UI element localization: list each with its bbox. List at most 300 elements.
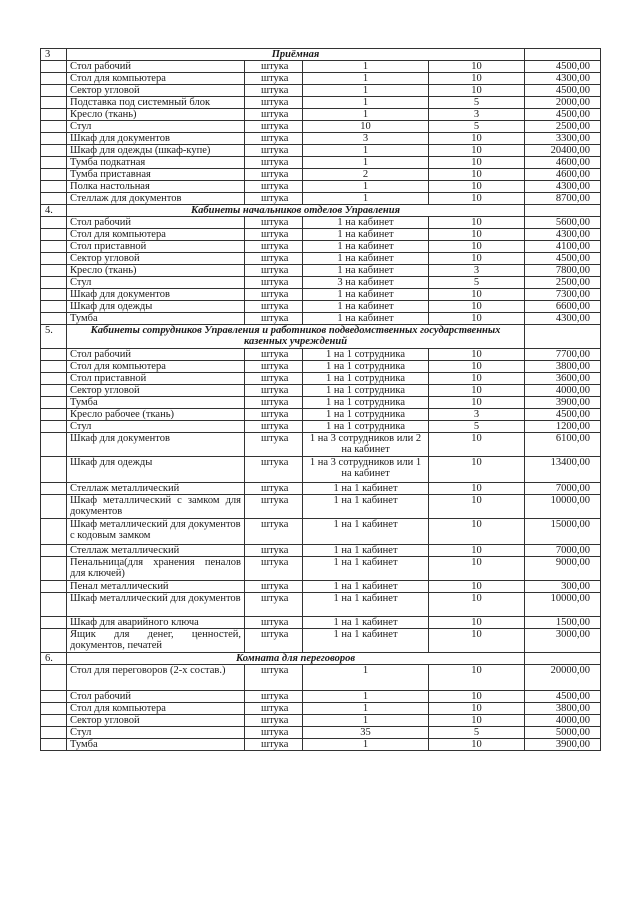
table-row (41, 593, 601, 617)
item-unit: штука (245, 277, 303, 289)
item-service-life: 10 (429, 397, 525, 409)
item-name: Шкаф для одежды (67, 457, 245, 483)
row-number-cell (41, 409, 67, 421)
item-price: 3300,00 (525, 133, 601, 145)
item-name: Стеллаж металлический (67, 545, 245, 557)
item-name: Сектор угловой (67, 253, 245, 265)
row-number-cell (41, 385, 67, 397)
item-price: 7800,00 (525, 265, 601, 277)
item-service-life: 3 (429, 265, 525, 277)
item-norm: 1 на 1 сотрудника (303, 397, 429, 409)
item-service-life: 10 (429, 691, 525, 703)
item-unit: штука (245, 665, 303, 691)
section-title: Кабинеты начальников отделов Управления (67, 205, 525, 217)
row-number-cell (41, 483, 67, 495)
item-unit: штука (245, 691, 303, 703)
row-number-cell (41, 373, 67, 385)
item-price: 15000,00 (525, 519, 601, 545)
item-name: Шкаф для документов (67, 133, 245, 145)
item-price: 4100,00 (525, 241, 601, 253)
table-row (41, 739, 601, 751)
table-row (41, 61, 601, 73)
item-name: Подставка под системный блок (67, 97, 245, 109)
item-norm: 1 на 1 кабинет (303, 617, 429, 629)
item-norm: 1 на 1 кабинет (303, 483, 429, 495)
item-price: 13400,00 (525, 457, 601, 483)
item-service-life: 10 (429, 457, 525, 483)
item-price: 7000,00 (525, 483, 601, 495)
item-unit: штука (245, 557, 303, 581)
item-norm: 1 на 1 сотрудника (303, 349, 429, 361)
table-row (41, 217, 601, 229)
row-number-cell (41, 727, 67, 739)
item-service-life: 10 (429, 169, 525, 181)
item-name: Кресло (ткань) (67, 109, 245, 121)
item-price: 7700,00 (525, 349, 601, 361)
item-service-life: 3 (429, 409, 525, 421)
table-row (41, 265, 601, 277)
item-norm: 1 (303, 73, 429, 85)
item-price: 4000,00 (525, 385, 601, 397)
item-service-life: 10 (429, 73, 525, 85)
item-service-life: 10 (429, 181, 525, 193)
item-norm: 1 на кабинет (303, 229, 429, 241)
item-name: Стол для компьютера (67, 229, 245, 241)
item-service-life: 10 (429, 703, 525, 715)
item-name: Тумба (67, 397, 245, 409)
item-service-life: 10 (429, 289, 525, 301)
item-price: 4500,00 (525, 61, 601, 73)
item-name: Тумба (67, 739, 245, 751)
item-price: 4300,00 (525, 229, 601, 241)
item-service-life: 5 (429, 277, 525, 289)
item-price: 7300,00 (525, 289, 601, 301)
item-name: Стол рабочий (67, 217, 245, 229)
item-service-life: 10 (429, 433, 525, 457)
item-name: Кресло рабочее (ткань) (67, 409, 245, 421)
row-number-cell (41, 109, 67, 121)
item-name: Стол приставной (67, 373, 245, 385)
row-number-cell (41, 97, 67, 109)
table-row (41, 665, 601, 691)
item-service-life: 10 (429, 193, 525, 205)
row-number-cell (41, 241, 67, 253)
item-unit: штука (245, 727, 303, 739)
item-unit: штука (245, 581, 303, 593)
item-name: Шкаф для одежды (67, 301, 245, 313)
item-norm: 1 (303, 157, 429, 169)
item-name: Сектор угловой (67, 385, 245, 397)
item-norm: 3 (303, 133, 429, 145)
item-name: Ящик для денег, ценностей, документов, печатей (67, 629, 245, 653)
row-number-cell (41, 181, 67, 193)
table-row (41, 421, 601, 433)
item-unit: штука (245, 229, 303, 241)
item-name: Стол рабочий (67, 349, 245, 361)
item-name: Стол для переговоров (2-х состав.) (67, 665, 245, 691)
table-row (41, 85, 601, 97)
section-header (41, 653, 601, 665)
row-number-cell (41, 665, 67, 691)
table-row (41, 629, 601, 653)
item-price: 3600,00 (525, 373, 601, 385)
item-price: 4300,00 (525, 313, 601, 325)
table-row (41, 581, 601, 593)
item-norm: 1 на 1 сотрудника (303, 409, 429, 421)
table-row (41, 495, 601, 519)
item-norm: 35 (303, 727, 429, 739)
table-row (41, 133, 601, 145)
item-service-life: 10 (429, 557, 525, 581)
item-unit: штука (245, 397, 303, 409)
table-row (41, 715, 601, 727)
item-name: Тумба приставная (67, 169, 245, 181)
item-price: 4500,00 (525, 409, 601, 421)
table-row (41, 241, 601, 253)
item-norm: 1 (303, 61, 429, 73)
item-unit: штука (245, 265, 303, 277)
item-norm: 1 (303, 691, 429, 703)
item-name: Пенальница(для хранения пеналов для ключей) (67, 557, 245, 581)
section-header (41, 325, 601, 349)
row-number-cell (41, 593, 67, 617)
item-price: 2500,00 (525, 277, 601, 289)
item-unit: штука (245, 385, 303, 397)
item-unit: штука (245, 593, 303, 617)
item-name: Тумба подкатная (67, 157, 245, 169)
item-norm: 1 (303, 715, 429, 727)
item-name: Стол рабочий (67, 61, 245, 73)
section-blank-cell (525, 325, 601, 349)
item-unit: штука (245, 519, 303, 545)
row-number-cell (41, 61, 67, 73)
item-name: Шкаф металлический для документов (67, 593, 245, 617)
section-blank-cell (525, 49, 601, 61)
item-norm: 1 на 1 кабинет (303, 545, 429, 557)
item-unit: штука (245, 61, 303, 73)
item-norm: 1 на 1 кабинет (303, 593, 429, 617)
item-service-life: 10 (429, 593, 525, 617)
row-number-cell (41, 617, 67, 629)
item-unit: штука (245, 169, 303, 181)
item-service-life: 10 (429, 241, 525, 253)
table-row (41, 73, 601, 85)
table-row (41, 145, 601, 157)
table-row (41, 121, 601, 133)
item-unit: штука (245, 157, 303, 169)
item-service-life: 3 (429, 109, 525, 121)
item-price: 9000,00 (525, 557, 601, 581)
row-number-cell (41, 277, 67, 289)
item-service-life: 10 (429, 349, 525, 361)
item-unit: штука (245, 495, 303, 519)
item-service-life: 10 (429, 157, 525, 169)
item-norm: 1 на 1 сотрудника (303, 421, 429, 433)
item-price: 300,00 (525, 581, 601, 593)
table-row (41, 157, 601, 169)
item-unit: штука (245, 301, 303, 313)
item-norm: 1 на 1 кабинет (303, 557, 429, 581)
section-blank-cell (525, 205, 601, 217)
row-number-cell (41, 229, 67, 241)
table-row (41, 361, 601, 373)
table-row (41, 691, 601, 703)
item-unit: штука (245, 457, 303, 483)
item-price: 5600,00 (525, 217, 601, 229)
item-unit: штука (245, 97, 303, 109)
item-price: 2000,00 (525, 97, 601, 109)
item-norm: 1 на кабинет (303, 217, 429, 229)
item-name: Шкаф металлический с замком для документов (67, 495, 245, 519)
item-name: Стол для компьютера (67, 73, 245, 85)
section-number: 4. (41, 205, 67, 217)
item-unit: штука (245, 289, 303, 301)
item-name: Стул (67, 421, 245, 433)
item-norm: 1 на кабинет (303, 301, 429, 313)
row-number-cell (41, 265, 67, 277)
item-service-life: 5 (429, 97, 525, 109)
item-price: 10000,00 (525, 593, 601, 617)
row-number-cell (41, 545, 67, 557)
item-service-life: 10 (429, 85, 525, 97)
item-price: 4300,00 (525, 181, 601, 193)
item-price: 2500,00 (525, 121, 601, 133)
item-service-life: 10 (429, 373, 525, 385)
row-number-cell (41, 157, 67, 169)
item-unit: штука (245, 617, 303, 629)
item-unit: штука (245, 109, 303, 121)
table-row (41, 229, 601, 241)
table-row (41, 703, 601, 715)
item-price: 1500,00 (525, 617, 601, 629)
item-name: Тумба (67, 313, 245, 325)
item-service-life: 10 (429, 617, 525, 629)
row-number-cell (41, 169, 67, 181)
row-number-cell (41, 557, 67, 581)
item-name: Сектор угловой (67, 85, 245, 97)
item-service-life: 5 (429, 727, 525, 739)
section-header (41, 205, 601, 217)
row-number-cell (41, 519, 67, 545)
row-number-cell (41, 253, 67, 265)
item-unit: штука (245, 361, 303, 373)
item-unit: штука (245, 739, 303, 751)
item-price: 3800,00 (525, 361, 601, 373)
item-unit: штука (245, 373, 303, 385)
item-norm: 1 на 1 сотрудника (303, 385, 429, 397)
item-norm: 1 (303, 85, 429, 97)
item-price: 20000,00 (525, 665, 601, 691)
section-title: Комната для переговоров (67, 653, 525, 665)
item-service-life: 10 (429, 545, 525, 557)
item-norm: 1 на 3 сотрудников или 2 на кабинет (303, 433, 429, 457)
item-unit: штука (245, 253, 303, 265)
item-name: Стеллаж металлический (67, 483, 245, 495)
item-name: Кресло (ткань) (67, 265, 245, 277)
item-unit: штука (245, 545, 303, 557)
item-norm: 1 на 3 сотрудников или 1 на кабинет (303, 457, 429, 483)
item-service-life: 5 (429, 121, 525, 133)
item-norm: 1 на 1 кабинет (303, 519, 429, 545)
item-unit: штука (245, 121, 303, 133)
item-unit: штука (245, 133, 303, 145)
item-service-life: 10 (429, 229, 525, 241)
item-norm: 1 на кабинет (303, 253, 429, 265)
item-name: Стеллаж для документов (67, 193, 245, 205)
item-price: 1200,00 (525, 421, 601, 433)
row-number-cell (41, 397, 67, 409)
item-unit: штука (245, 703, 303, 715)
item-price: 4600,00 (525, 157, 601, 169)
row-number-cell (41, 739, 67, 751)
item-service-life: 5 (429, 421, 525, 433)
table-row (41, 385, 601, 397)
row-number-cell (41, 133, 67, 145)
furniture-norms-table (40, 48, 601, 751)
item-unit: штука (245, 421, 303, 433)
row-number-cell (41, 289, 67, 301)
section-header (41, 49, 601, 61)
item-service-life: 10 (429, 133, 525, 145)
item-service-life: 10 (429, 495, 525, 519)
table-row (41, 457, 601, 483)
item-norm: 1 (303, 703, 429, 715)
table-row (41, 409, 601, 421)
section-title: Кабинеты сотрудников Управления и работников подведомственных государственных казенных учреждений (67, 325, 525, 349)
item-service-life: 10 (429, 629, 525, 653)
item-price: 3800,00 (525, 703, 601, 715)
row-number-cell (41, 349, 67, 361)
item-norm: 1 (303, 739, 429, 751)
item-name: Шкаф для документов (67, 289, 245, 301)
item-name: Шкаф металлический для документов с кодовым замком (67, 519, 245, 545)
item-unit: штука (245, 313, 303, 325)
item-service-life: 10 (429, 519, 525, 545)
row-number-cell (41, 301, 67, 313)
table-row (41, 433, 601, 457)
item-norm: 1 на кабинет (303, 265, 429, 277)
item-price: 4500,00 (525, 691, 601, 703)
section-number: 6. (41, 653, 67, 665)
row-number-cell (41, 361, 67, 373)
section-blank-cell (525, 653, 601, 665)
item-unit: штука (245, 715, 303, 727)
item-service-life: 10 (429, 581, 525, 593)
item-service-life: 10 (429, 739, 525, 751)
row-number-cell (41, 715, 67, 727)
table-row (41, 617, 601, 629)
row-number-cell (41, 629, 67, 653)
item-name: Сектор угловой (67, 715, 245, 727)
row-number-cell (41, 217, 67, 229)
table-row (41, 277, 601, 289)
item-norm: 1 на 1 сотрудника (303, 373, 429, 385)
item-unit: штука (245, 483, 303, 495)
item-name: Шкаф для документов (67, 433, 245, 457)
item-service-life: 10 (429, 665, 525, 691)
table-row (41, 545, 601, 557)
row-number-cell (41, 145, 67, 157)
item-norm: 1 на кабинет (303, 241, 429, 253)
item-service-life: 10 (429, 217, 525, 229)
item-name: Стол рабочий (67, 691, 245, 703)
item-unit: штука (245, 85, 303, 97)
section-title: Приёмная (67, 49, 525, 61)
table-row (41, 349, 601, 361)
row-number-cell (41, 691, 67, 703)
item-norm: 1 на 1 сотрудника (303, 361, 429, 373)
row-number-cell (41, 703, 67, 715)
section-number: 3 (41, 49, 67, 61)
item-norm: 1 на кабинет (303, 313, 429, 325)
item-unit: штука (245, 629, 303, 653)
item-service-life: 10 (429, 145, 525, 157)
item-name: Стол для компьютера (67, 703, 245, 715)
row-number-cell (41, 193, 67, 205)
item-price: 4500,00 (525, 253, 601, 265)
item-unit: штука (245, 193, 303, 205)
table-row (41, 181, 601, 193)
item-norm: 1 (303, 97, 429, 109)
item-service-life: 10 (429, 361, 525, 373)
table-row (41, 301, 601, 313)
item-price: 20400,00 (525, 145, 601, 157)
table-row (41, 109, 601, 121)
item-service-life: 10 (429, 61, 525, 73)
item-norm: 1 на 1 кабинет (303, 495, 429, 519)
table-row (41, 193, 601, 205)
item-name: Стул (67, 727, 245, 739)
item-service-life: 10 (429, 715, 525, 727)
item-price: 10000,00 (525, 495, 601, 519)
item-name: Стол приставной (67, 241, 245, 253)
row-number-cell (41, 433, 67, 457)
table-row (41, 727, 601, 739)
item-norm: 2 (303, 169, 429, 181)
item-unit: штука (245, 349, 303, 361)
item-price: 3900,00 (525, 397, 601, 409)
item-unit: штука (245, 145, 303, 157)
item-unit: штука (245, 433, 303, 457)
item-norm: 10 (303, 121, 429, 133)
item-norm: 1 (303, 145, 429, 157)
item-name: Полка настольная (67, 181, 245, 193)
item-name: Шкаф для одежды (шкаф-купе) (67, 145, 245, 157)
item-norm: 1 (303, 193, 429, 205)
table-row (41, 97, 601, 109)
item-price: 6600,00 (525, 301, 601, 313)
row-number-cell (41, 121, 67, 133)
item-price: 3000,00 (525, 629, 601, 653)
item-price: 6100,00 (525, 433, 601, 457)
item-name: Пенал металлический (67, 581, 245, 593)
row-number-cell (41, 581, 67, 593)
item-name: Шкаф для аварийного ключа (67, 617, 245, 629)
item-norm: 1 (303, 181, 429, 193)
item-price: 3900,00 (525, 739, 601, 751)
item-price: 4600,00 (525, 169, 601, 181)
table-row (41, 169, 601, 181)
item-service-life: 10 (429, 313, 525, 325)
item-norm: 1 на 1 кабинет (303, 581, 429, 593)
row-number-cell (41, 73, 67, 85)
item-price: 4300,00 (525, 73, 601, 85)
row-number-cell (41, 313, 67, 325)
item-service-life: 10 (429, 385, 525, 397)
item-name: Стул (67, 277, 245, 289)
table-row (41, 397, 601, 409)
table-row (41, 557, 601, 581)
